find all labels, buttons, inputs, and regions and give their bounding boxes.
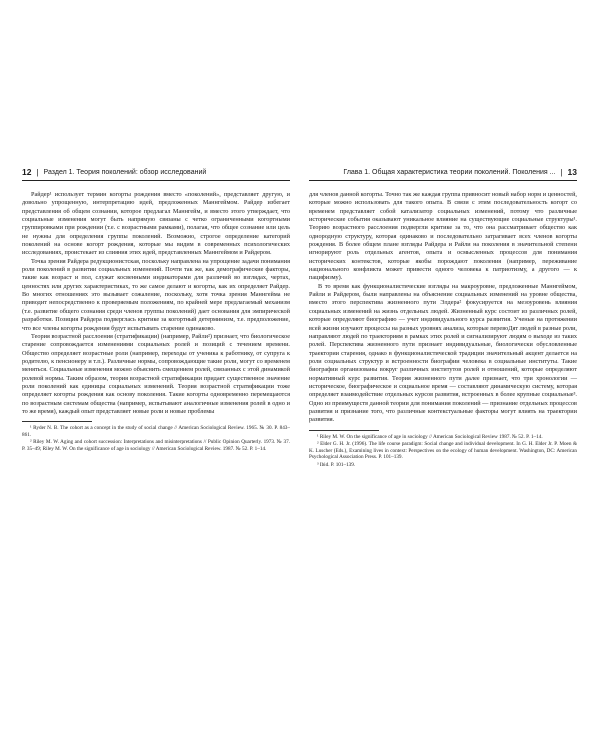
header-separator: | xyxy=(560,168,563,177)
right-page-number: 13 xyxy=(567,167,577,177)
footnote-divider xyxy=(309,430,379,431)
left-page-number: 12 xyxy=(22,167,32,177)
footnote: ¹ Ryder N. B. The cohort as a concept in the study of social change // American Sociological Review. 1965. № 30. P. 843–861. xyxy=(22,425,290,438)
paragraph: В то время как функционалистические взгляды на макроуровне, предложенные Маннгеймом, Райли и Райдером, были направлены на объяснение социальных изменений на уровне общества, вместо этого перспектива жизненного пути Элдера² фокусируется на мезоуровень влияния социальных изменений на жизнь отдельных людей. Жизненный курс состоит из различных ролей, которые определяют биографию — учет индивидуального курса развития. Ученые на протяжении всей жизни изучают процессы на разных уровнях анализа, которые перевоДят людей в разные роли, направляют людей по траекториям в рамках этих ролей и сигнализируют людям о выходе из таких ролей. Перспектива жизненного пути признает индивидуальные, биологически обусловленные траектории старения, однако в функционалистической традиции значительный акцент делается на роли социальных структур и встроенности биографии человека в социальные институты. Такие биографии организованы вокруг различных институтов ролей и отношений, которые определяют нормативный курс развития. Теория жизненного пути далее признает, что три хронологии — историческое, биографическое и социальное время — составляют динамическую систему, которая определяет взаимодействие отдельных курсов развития, встроенных в более крупные социальные³. Одно из преимуществ данной теории для понимания поколений — признание отдельных процессов развития и признание того, что различные контекстуальные факторы могут влиять на траектории развития. xyxy=(309,282,577,424)
left-page xyxy=(22,168,290,453)
paragraph: для членов данной когорты. Точно так же каждая группа привносит новый набор норм и ценностей, которые можно использовать для такого опыта. В связи с этим последовательность когорт со временем представляет собой катализатор социальных изменений, потому что различные исторические события оказывают уникальное влияние на существующие социальные структуры¹. Теорию возрастного расслоения подвергли критике за то, что она рассматривает общество как однородную структуру, которая одинаково и последовательно затрагивает всех членов когорты рождения. В более общем плане взгляды Райдера и Райли на поколения в значительной степени игнорируют роль отдельных агентов, опыта и осмысленных процессов для понимания исторических контекстов, которые якобы порождают поколения (например, переживание национального конфликта может привести одного человека к патриотизму, а другого — к пацифизму). xyxy=(309,191,577,282)
left-footnotes xyxy=(22,425,290,452)
right-footnotes xyxy=(309,434,577,469)
right-body-text xyxy=(309,191,577,468)
footnote: ³ Ibid. P. 101–139. xyxy=(317,461,356,468)
right-running-head: Глава 1. Общая характеристика теории поколений. Поколения ... xyxy=(343,169,556,176)
footnote: ² Elder G. H. Jr. (1996). The life course paradigm: Social change and individual development. In G. H. Elder Jr. P. Moen & K. Luscher (Eds.), Examining lives in context: Perspectives on the ecology of human development. Washington, DC: American Psychological Association Press. P. 101–139. xyxy=(309,441,577,461)
footnote: ¹ Riley M. W. On the significance of age in sociology // American Sociological Review 1987. № 52. P. 1–14. xyxy=(317,433,543,440)
left-body-text xyxy=(22,191,290,452)
paragraph: Точка зрения Райдера редукционистская, поскольку направлена на упрощение задачи понимания роли поколений в развитии социальных изменений. Почти так же, как демографические факторы, такие как возраст и пол, служат косвенными индикаторами для различий во взглядах, чертах, ценностях или других характеристиках, то же самое делают и когорты, как их определяет Райдер. Во многих отношениях это вызывает сожаление, поскольку, хотя точка зрения Маннгейма не приводит непосредственно к проверяемым положениям, по крайней мере предлагаемый механизм (т.е. развитие общего сознания среди членов группы поколений) дает основания для эмпирической разработки. Позиция Райдера подверглась критике за когортный детерминизм, т.е. предположение, что все члены когорты рождения будут испытывать старение одинаково. xyxy=(22,257,290,332)
footnote: ² Riley M. W. Aging and cohort succession: Interpretations and misinterpretations // Public Opinion Quarterly. 1973. № 37. P. 35–49; Riley M. W. On the significance of age in sociology // American Sociological Review. 1987. № 52. P. 1–14. xyxy=(22,439,290,452)
right-page xyxy=(309,168,577,469)
right-running-header xyxy=(309,168,577,181)
left-running-head: Раздел 1. Теория поколений: обзор исследований xyxy=(43,169,207,176)
paragraph: Теория возрастной расслоения (стратификации) (например, Райли²) признает, что биологическое старение сопровождается изменениями социальных ролей и позиций с течением времени. Общество определяет возрастные роли (например, переходы от ученика к работнику, от супруга к родителю, к пенсионеру и т.п.). Различные нормы, сопровождающие такие роли, могут со временем меняться. Социальные изменения можно объяснить смещением ролей, связанных с этой динамикой ролевой нормы. Таким образом, теория возрастной стратификации придает существенное значение роли поколений как единицы социальных изменений. Теория возрастной стратификации тоже определяет когорты рождения как основу поколения. Такие когорты одновременно перемещаются по возрастным системам общества (например, испытывают аналогичные изменения ролей в одно и то же время), каждый опыт представляет новые роли и новые проблемы xyxy=(22,332,290,415)
paragraph: Райдер¹ использует термин когорты рождения вместо «поколений», представляет другую, и довольно упрощенную, интерпретацию идей, предложенных Маннгеймом. Райдер избегает представления об общем сознании, которое предлагал Маннгейм, и вместо этого утверждает, что социальные изменения могут быть напрямую связаны с четко ограниченными когортными группировками при рождении (т.е. с возрастными рамками), полагая, что общее сознание или цель не нужны для определения группы поколений. Возможно, строгое определение категорий поколений на основе когорт рождения, которые мы видим в современных психологических исследованиях, проистекает из слияния этих идей, представленных Маннгеймом и Райдером. xyxy=(22,191,290,257)
header-separator: | xyxy=(36,168,39,177)
left-running-header xyxy=(22,168,290,181)
footnote-divider xyxy=(22,421,92,422)
